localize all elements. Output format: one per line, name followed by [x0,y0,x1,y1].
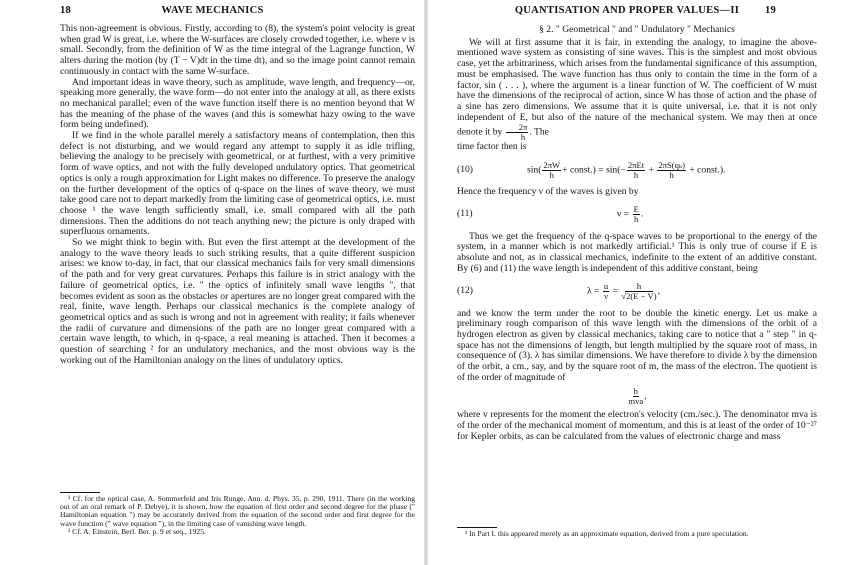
quotient-expression: $\frac{h}{\text{mva}}$ , [628,386,647,407]
paragraph-text: We will at first assume that it is fair, in extending the analogy, to imagine the above-mentioned wave system as consisting of sine waves. This is the simplest and most obvious case, yet the arbitrariness, which arises from the fundamental significance of this assumption, must be emphasised. The wave function has thus only to contain the time in the form of a factor, sin ( . . . ), where the argument is a linear function of W. The coefficient of W must have the dimensions of the reciprocal of action, since W has those of action and the phase of a sine has zero dimensions. We assume that it is quite universal, i.e. that it is not only independent of E, but also of the nature of the mechanical system. We may then at once denote it by [457,36,817,139]
paragraph: We will at first assume that it is fair, in extending the analogy, to imagine the above-mentioned wave system as consisting of sine waves. This is the simplest and most obvious case, yet the arbitrariness, which arises from the fundamental significance of this assumption, must be emphasised. The wave function has thus only to contain the time in the form of a factor, sin ( . . . ), where the argument is a linear function of W. The coefficient of W must have the dimensions of the reciprocal of action, since W has those of action and the phase of a sine has zero dimensions. We assume that it is quite universal, i.e. that it is not only independent of E, but also of the nature of the mechanical system. We may then at once denote it by $\frac{2\pi}{h}$ . The [457,36,817,143]
right-body [457,24,817,443]
page-number-right: 19 [765,5,777,16]
time-factor-intro: time factor then is [457,141,527,153]
equation-11 [457,203,817,227]
equation-number: (12) [457,285,473,297]
footnote: ¹ In Part I. this appeared merely as an approximate equation, derived from a pure speculation. [465,529,749,538]
equation-number: (10) [457,163,473,175]
page-number-left: 18 [60,5,72,16]
equation-body: ν = $\frac{E}{h}$ . [617,204,644,225]
running-head-left: WAVE MECHANICS [161,5,264,16]
paragraph: where v represents for the moment the electron's velocity (cm./sec.). The denominator mva is of the order of the mechanical moment of momentum, and this is at least of the order of 10⁻²⁷ for Kepler orbits, as can be calculated from the values of electronic charge and mass [457,409,817,442]
paragraph: So we might think to begin with. But even the first attempt at the development of the analogy to the wave theory leads to such striking results, that a quite different suspicion arises: we know to-day, in fact, that our classical mechanics fails for very small dimensions of the path and for very great curvatures. Perhaps this failure is in strict analogy with the failure of geometrical optics, i.e. " the optics of infinitely small wave lengths ", that becomes evident as soon as the obstacles or apertures are no longer great compared with the real, finite, wave length. Perhaps our classical mechanics is the complete analogy of geometrical optics and as such is wrong and not in agreement with reality; it fails whenever the radii of curvature and dimensions of the path are no longer great compared with a certain wave length, to which, in q-space, a real meaning is attached. Then it becomes a question of searching ² for an undulatory mechanics, and the most obvious way is the working out of the Hamiltonian analogy on the lines of undulatory optics. [60,237,415,366]
fraction: $\frac{u}{\nu}$ [603,281,609,302]
right-page [427,0,867,565]
fraction: $\frac{h}{\text{mva}}$ [628,386,644,407]
fraction: $\frac{\text{2πS(qₖ)}}{h}$ [658,159,685,180]
equation-number: (11) [457,208,473,220]
fraction: $\frac{h}{√2(E - V)}$ [621,281,657,302]
left-footnotes [60,492,415,536]
footnote-rule [457,527,497,528]
section-heading: § 2. " Geometrical " and " Undulatory " Mechanics [539,24,735,35]
equation-body: λ = $\frac{u}{\nu}$ = $\frac{h}{√2(E - V)}$ , [587,281,660,302]
paragraph: And important ideas in wave theory, such as amplitude, wave length, and frequency—or, speaking more generally, the wave form—do not enter into the analogy at all, as there exists no mechanical parallel; even of the wave function itself there is no mention beyond that W has the meaning of the phase of the waves (and this is somewhat hazy owing to the wave form being undefined). [60,76,415,131]
right-footnotes [457,527,817,538]
paragraph: This non-agreement is obvious. Firstly, according to (8), the system's point velocity is great when grad W is great, i.e. where the W-surfaces are closely crowded together, i.e. where ν is small. Secondly, from the definition of W as the time integral of the Lagrange function, W alters during the motion (by (T − V)dt in the time dt), and so the image point cannot remain continuously in contact with the same W-surface. [60,23,415,77]
paragraph: Thus we get the frequency of the q-space waves to be proportional to the energy of the system, in a manner which is not markedly artificial.¹ This is only true of course if E is absolute and not, as in classical mechanics, indefinite to the extent of an additive constant. By (6) and (11) the wave length is independent of this additive constant, being [457,230,817,274]
paragraph: If we find in the whole parallel merely a satisfactory means of contemplation, then this defect is not disturbing, and we would regard any attempt to supply it as idle trifling, believing the analogy to be precisely with geometrical, or at furthest, with a very primitive form of wave optics, and not with the fully developed undulatory optics. That geometrical optics is only a rough approximation for Light makes no difference. To preserve the analogy on the further development of the optics of q-space on the lines of wave theory, we must take good care not to depart markedly from the limiting case of geometrical optics, i.e. must choose ¹ the wave length sufficiently small, i.e. small compared with all the path dimensions. Then the additions do not teach anything new; the picture is only draped with superfluous ornaments. [60,130,415,238]
footnote-rule [60,492,100,493]
equation-12 [457,280,817,304]
fraction: $\frac{2\pi W}{h}$ [543,159,561,180]
footnote: ¹ Cf. for the optical case, A. Sommerfeld and Iris Runge, Ann. d. Phys. 35, p. 290, 1911. There (in the working out of an oral remark of P. Debye), it is shown, how the equation of first order and second degree for the phase (" Hamiltonian equation ") may be accurately derived from the equation of the second order and first degree for the wave function (" wave equation "), in the limiting case of vanishing wave length. [60,494,415,528]
left-page [0,0,425,565]
left-body [60,24,415,367]
equation-body: sin( $\frac{2\pi W}{h}$ + const.) = sin(− $\frac{\text{2πEt}}{h}$ + $\frac{\text{2πS(qₖ)}}{h}$ + const.). [527,159,726,180]
equation-10 [457,158,817,182]
frequency-intro: Hence the frequency ν of the waves is given by [457,186,639,198]
paragraph: and we know the term under the root to be double the kinetic energy. Let us make a preliminary rough comparison of this wave length with the dimensions of the orbit of a hydrogen electron as given by classical mechanics, taking care to notice that a " step " in q-space has not the dimensions of length, but length multiplied by the square root of mass, in consequence of (3). λ has similar dimensions. We have therefore to divide λ by the dimension of the orbit, a cm., say, and by the square root of m, the mass of the electron. The quotient is of the order of magnitude of [457,307,817,383]
footnote: ² Cf. A. Einstein, Berl. Ber. p. 9 et seq., 1925. [68,526,206,536]
running-head-right: QUANTISATION AND PROPER VALUES—II [514,5,740,16]
fraction: $\frac{E}{h}$ [633,204,639,225]
fraction: $\frac{\text{2πEt}}{h}$ [627,159,645,180]
fraction: $\frac{2\pi}{h}$ [506,123,529,142]
